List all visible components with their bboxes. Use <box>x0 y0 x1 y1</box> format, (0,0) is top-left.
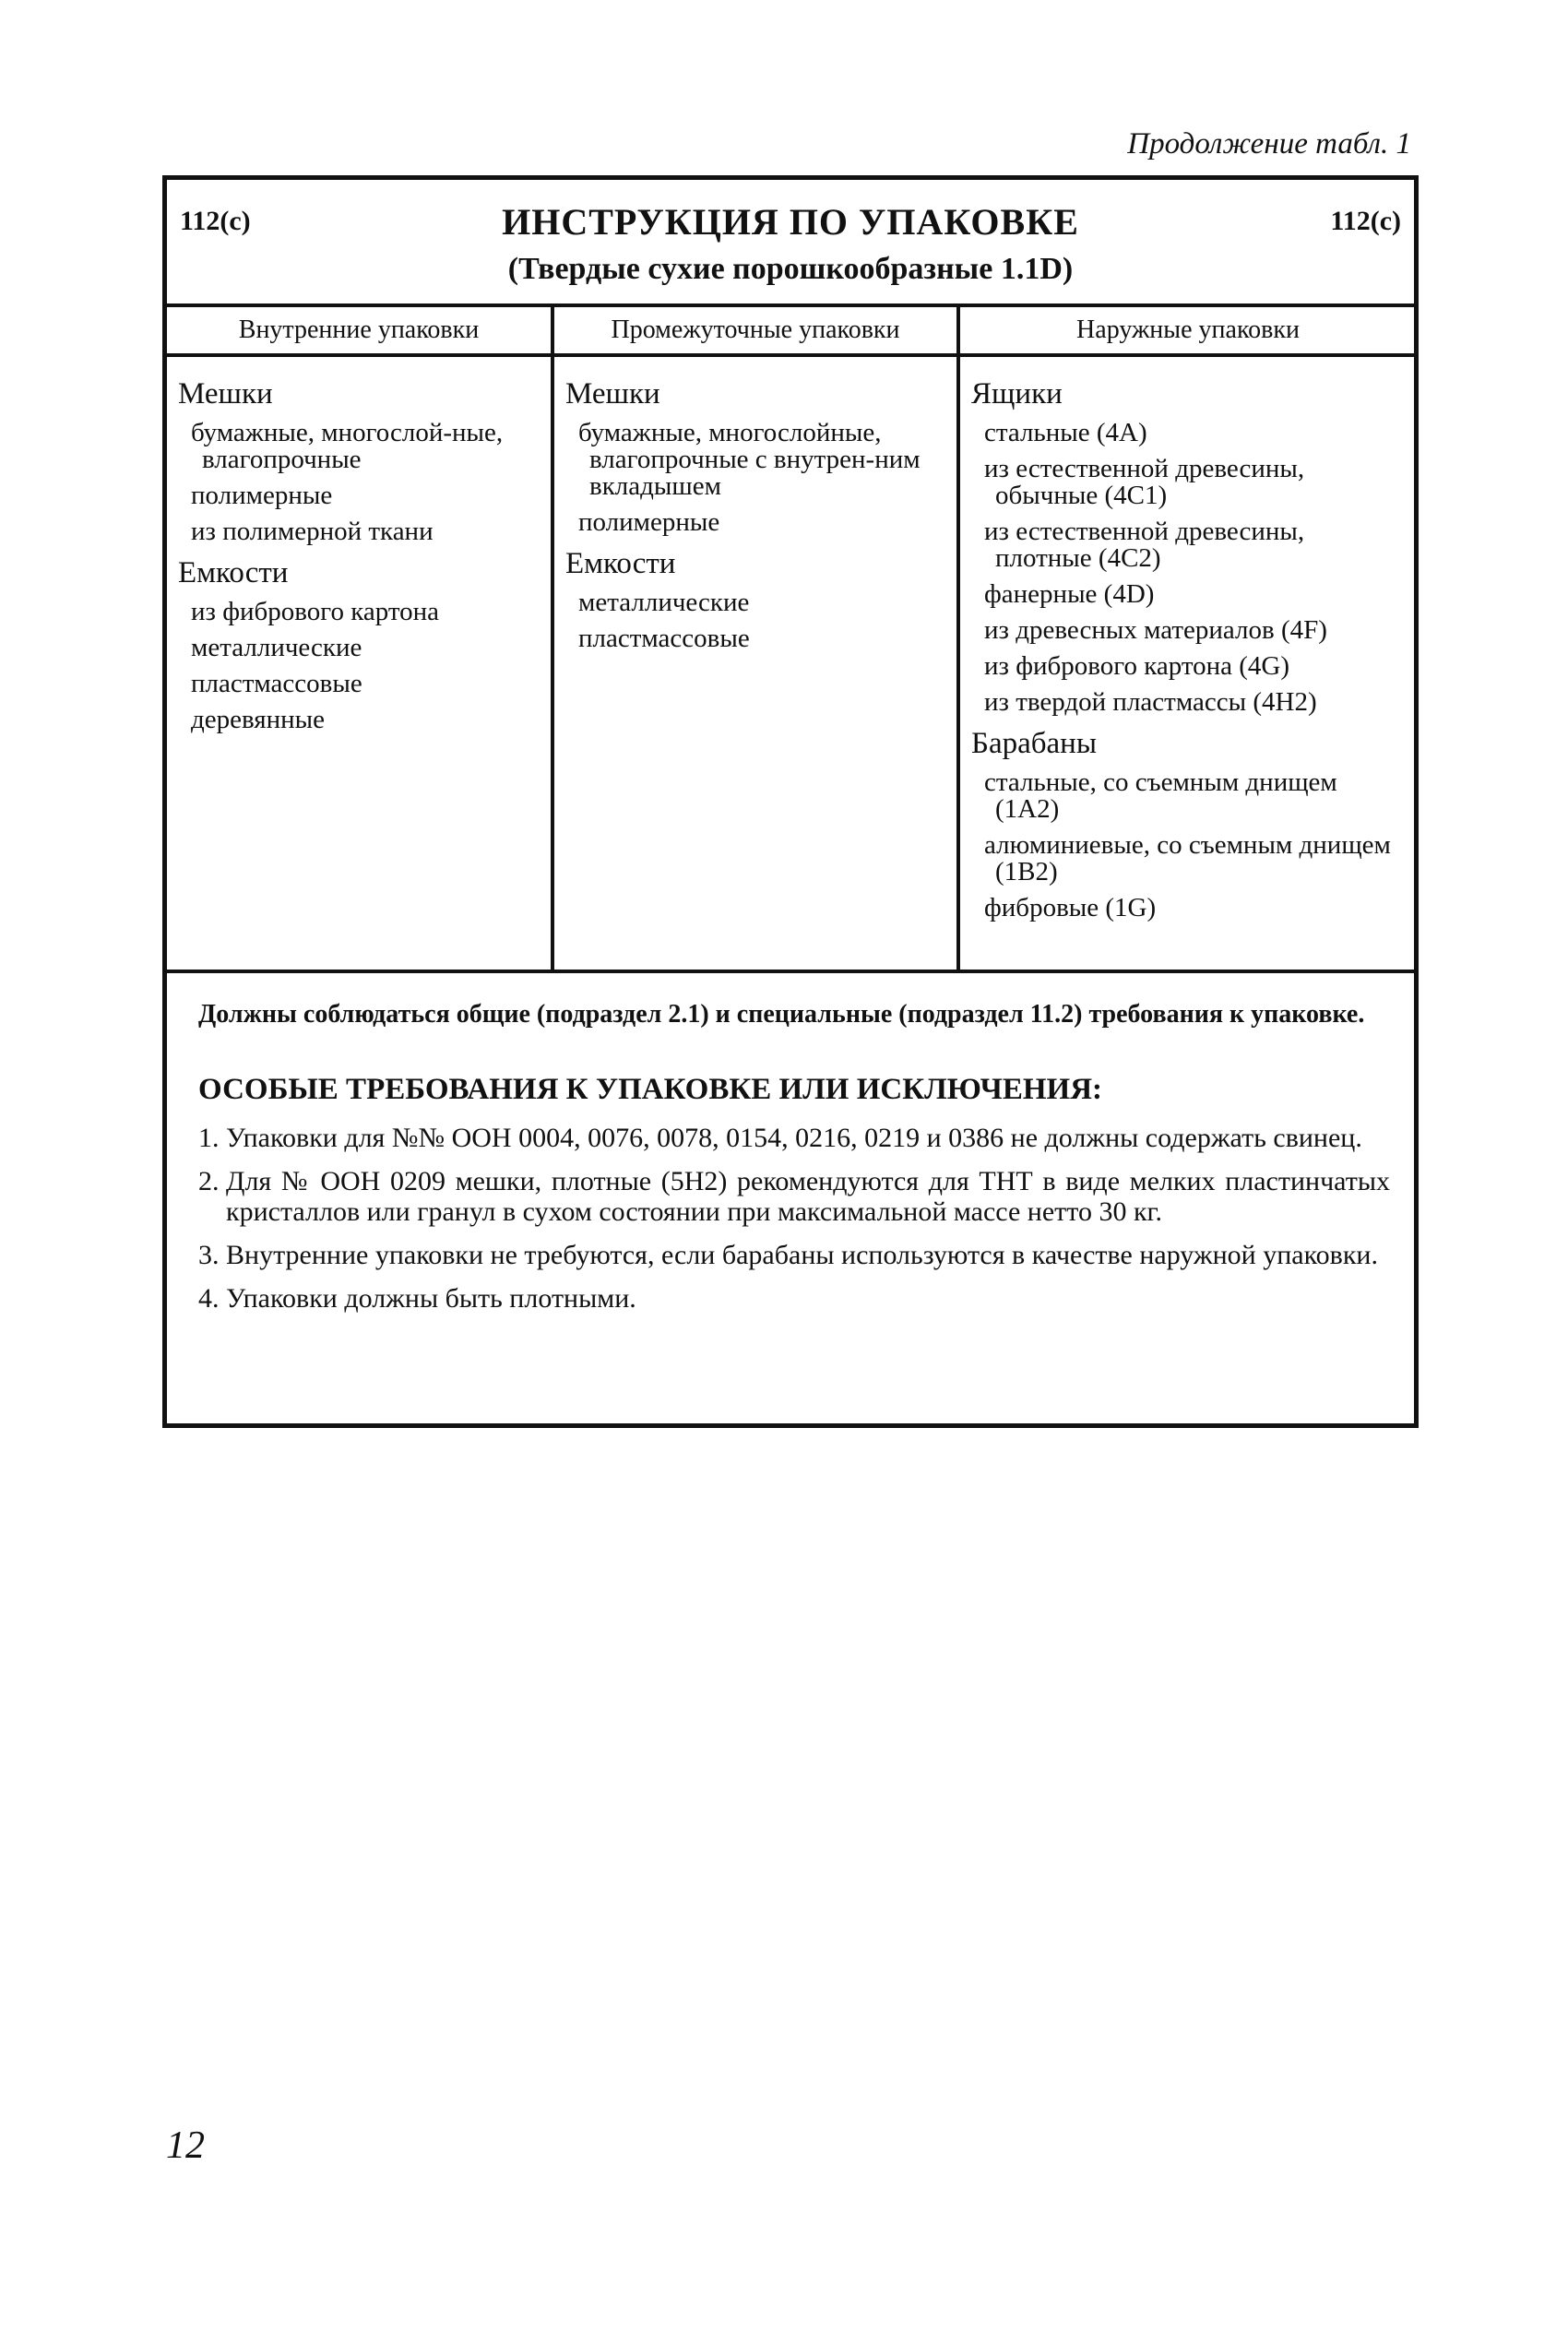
list-item: полимерные <box>191 481 333 510</box>
list-item: из древесных материалов (4F) <box>984 615 1327 645</box>
outer-packaging-column <box>971 372 1405 931</box>
columns-bottom-divider <box>167 970 1414 973</box>
list-item <box>198 1123 1390 1153</box>
note-number: 4. <box>198 1283 220 1314</box>
special-requirements-list <box>198 1123 1390 1327</box>
group-name: Барабаны <box>971 727 1098 760</box>
list-item: алюминиевые, со съемным днищем (1B2) <box>984 830 1391 886</box>
column-divider-2 <box>956 303 960 973</box>
inner-packaging-column <box>178 372 533 743</box>
group-name: Ящики <box>971 377 1063 410</box>
group-name: Мешки <box>178 377 273 410</box>
list-item: металлические <box>191 633 362 662</box>
list-item: из естественной древесины, обычные (4C1) <box>984 454 1305 510</box>
group-name: Мешки <box>565 377 660 410</box>
table-header <box>167 180 1414 304</box>
list-item: пластмассовые <box>578 624 750 653</box>
list-item <box>198 1283 1390 1314</box>
packing-instruction-table <box>162 175 1419 1428</box>
instruction-code-left: 112(с) <box>180 206 251 236</box>
list-item: стальные (4A) <box>984 418 1147 447</box>
group-name: Емкости <box>565 547 676 580</box>
intermediate-packaging-heading: Промежуточные упаковки <box>611 315 900 344</box>
inner-packaging-heading: Внутренние упаковки <box>238 315 480 344</box>
special-requirements-heading: ОСОБЫЕ ТРЕБОВАНИЯ К УПАКОВКЕ ИЛИ ИСКЛЮЧЕНИЯ: <box>198 1073 1103 1106</box>
group-name: Емкости <box>178 556 289 589</box>
continuation-label: Продолжение табл. 1 <box>1127 127 1411 161</box>
outer-packaging-heading: Наружные упаковки <box>1076 315 1300 344</box>
list-item: бумажные, многослойные, влагопрочные с внутрен-ним вкладышем <box>578 418 921 501</box>
instruction-title: ИНСТРУКЦИЯ ПО УПАКОВКЕ <box>502 201 1079 243</box>
list-item <box>198 1166 1390 1227</box>
note-text: Упаковки должны быть плотными. <box>226 1283 636 1314</box>
list-item: стальные, со съемным днищем (1A2) <box>984 767 1337 824</box>
list-item: пластмассовые <box>191 669 362 698</box>
list-item: из полимерной ткани <box>191 517 434 546</box>
note-text: Упаковки для №№ ООН 0004, 0076, 0078, 0154, 0216, 0219 и 0386 не должны содержать свинец. <box>226 1123 1362 1153</box>
note-number: 3. <box>198 1240 220 1270</box>
instruction-code-right: 112(с) <box>1330 206 1401 236</box>
note-text: Внутренние упаковки не требуются, если барабаны используются в качестве наружной упаковки. <box>226 1240 1378 1270</box>
list-item: из естественной древесины, плотные (4C2) <box>984 517 1305 573</box>
column-heading-divider <box>167 353 1414 357</box>
instruction-subtitle: (Твердые сухие порошкообразные 1.1D) <box>507 252 1074 286</box>
list-item: металлические <box>578 588 750 617</box>
note-number: 1. <box>198 1123 220 1153</box>
note-number: 2. <box>198 1166 220 1196</box>
list-item <box>198 1240 1390 1270</box>
list-item: полимерные <box>578 507 720 537</box>
list-item: деревянные <box>191 705 326 734</box>
list-item: бумажные, многослой-ные, влагопрочные <box>191 418 504 474</box>
intermediate-packaging-column <box>565 372 934 661</box>
list-item: фанерные (4D) <box>984 579 1155 609</box>
general-requirement: Должны соблюдаться общие (подраздел 2.1) и специальные (подраздел 11.2) требования к упаковке. <box>198 1000 1365 1029</box>
page-number: 12 <box>166 2124 205 2167</box>
list-item: фибровые (1G) <box>984 893 1157 922</box>
list-item: из твердой пластмассы (4H2) <box>984 687 1317 717</box>
list-item: из фибрового картона <box>191 597 440 626</box>
list-item: из фибрового картона (4G) <box>984 651 1290 681</box>
column-divider-1 <box>551 303 554 973</box>
note-text: Для № ООН 0209 мешки, плотные (5H2) рекомендуются для ТНТ в виде мелких пластинчатых кристаллов или гранул в сухом состоянии при максимальной массе нетто 30 кг. <box>226 1166 1390 1227</box>
